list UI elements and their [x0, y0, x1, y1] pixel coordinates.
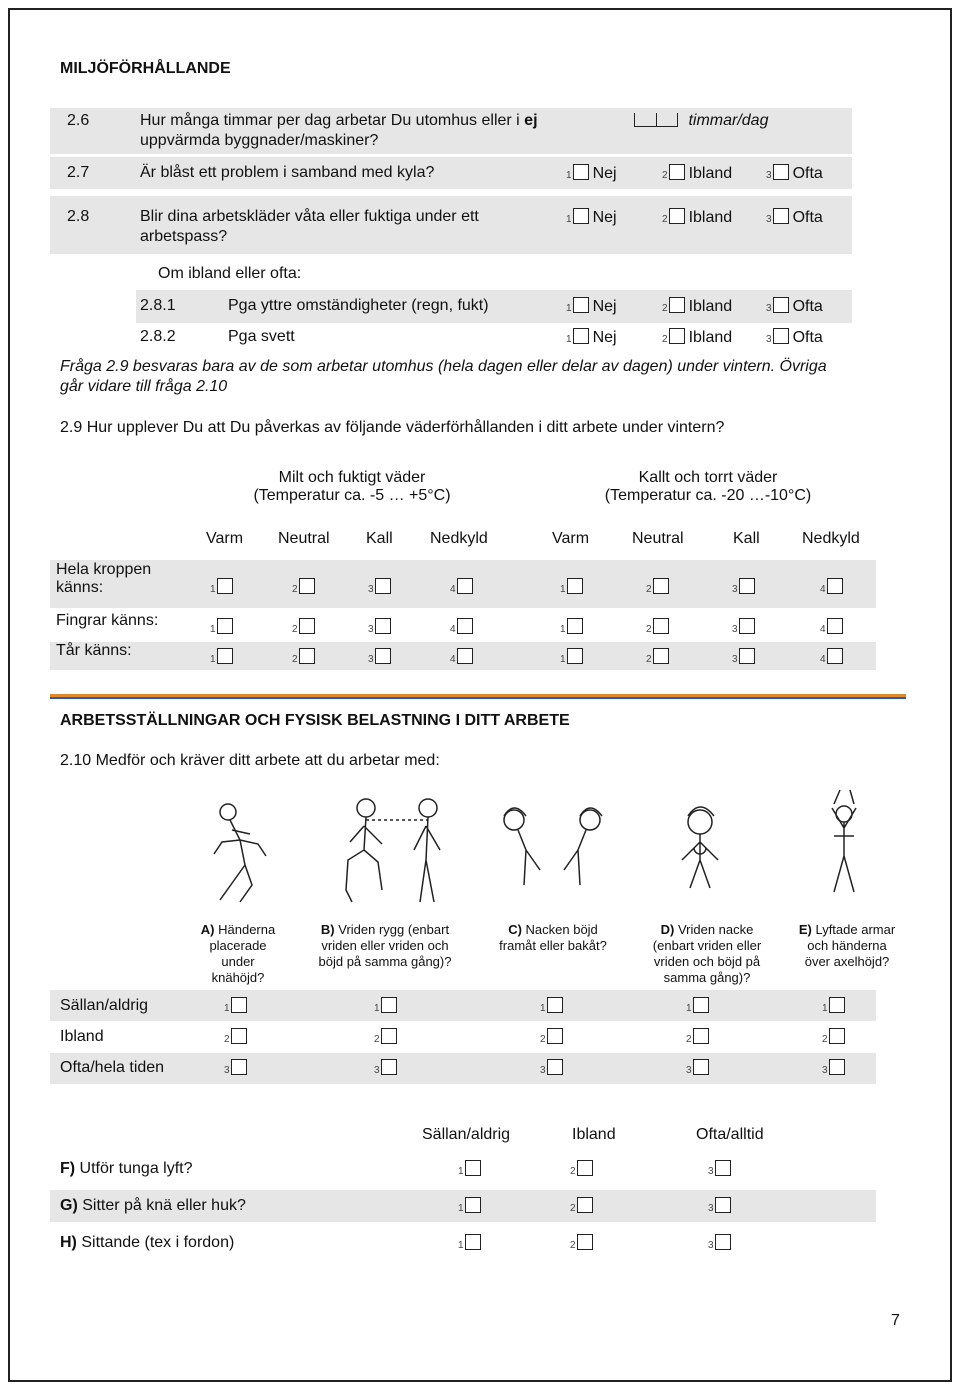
weather-option-r0-c0[interactable]: [210, 578, 233, 597]
checkbox[interactable]: [829, 1059, 845, 1075]
posture-label-line: samma gång)?: [663, 970, 751, 985]
posture-text: Vriden nacke: [674, 922, 754, 937]
posture-text: Lyftade armar: [811, 922, 896, 937]
option-number: 2: [292, 654, 298, 665]
weather-option-r0-c3[interactable]: [450, 578, 473, 597]
option-number: 2: [646, 654, 652, 665]
column-header-7: Nedkyld: [802, 530, 860, 547]
checkbox[interactable]: [457, 648, 473, 664]
posture-label-line: [310, 922, 460, 938]
option-number: 1: [210, 654, 216, 665]
option-number: 1: [458, 1166, 464, 1177]
posture-option-r1-c0[interactable]: [224, 1028, 247, 1047]
weather-option-r2-c0[interactable]: [210, 648, 233, 667]
row-shade-rarely: [50, 990, 876, 1021]
question-text: Blir dina arbetskläder våta eller fuktiga under ett: [140, 208, 479, 225]
option-ibland[interactable]: 2 Ibland: [662, 165, 733, 182]
option-number: 4: [820, 584, 826, 595]
option-number: 1: [458, 1240, 464, 1251]
question-number: 2.8.1: [140, 297, 176, 314]
checkbox[interactable]: [827, 578, 843, 594]
checkbox[interactable]: [829, 997, 845, 1013]
option-number: 3: [374, 1065, 380, 1076]
frequency-label-1: Ibland: [60, 1028, 104, 1045]
posture-label-line: knähöjd?: [211, 970, 265, 985]
checkbox[interactable]: [567, 618, 583, 634]
figure-hands-below-knee: [200, 790, 280, 910]
checkbox[interactable]: [739, 648, 755, 664]
option-number: 4: [450, 584, 456, 595]
checkbox[interactable]: [547, 1028, 563, 1044]
group-title: Kallt och torrt väder: [638, 469, 778, 486]
option-number: 2: [540, 1034, 546, 1045]
checkbox[interactable]: [465, 1197, 481, 1213]
checkbox[interactable]: [299, 648, 315, 664]
checkbox[interactable]: [773, 208, 789, 224]
checkbox[interactable]: [573, 297, 589, 313]
checkbox[interactable]: [577, 1234, 593, 1250]
weather-option-r2-c4[interactable]: [560, 648, 583, 667]
option-number: 2: [646, 584, 652, 595]
option-number: 3: [686, 1065, 692, 1076]
checkbox[interactable]: [465, 1160, 481, 1176]
checkbox[interactable]: [375, 618, 391, 634]
posture-label-4: [782, 922, 912, 970]
posture-letter: A): [200, 922, 215, 937]
weather-option-r2-c7[interactable]: [820, 648, 843, 667]
question-text: 2.10 Medför och kräver ditt arbete att du arbetar med:: [60, 752, 440, 769]
posture-option-r1-c1[interactable]: [374, 1028, 397, 1047]
checkbox[interactable]: [715, 1197, 731, 1213]
weather-option-r0-c2[interactable]: [368, 578, 391, 597]
frequency-label-2: Ofta/hela tiden: [60, 1059, 165, 1076]
checkbox[interactable]: [653, 648, 669, 664]
weather-option-r0-c4[interactable]: [560, 578, 583, 597]
option-number: 3: [708, 1203, 714, 1214]
question-text: Är blåst ett problem i samband med kyla?: [140, 164, 435, 181]
posture-label-line: (enbart vriden eller: [652, 938, 762, 953]
posture-letter: D): [660, 922, 675, 937]
weather-option-r1-c5[interactable]: [646, 618, 669, 637]
option-number: 3: [732, 654, 738, 665]
checkbox[interactable]: [669, 297, 685, 313]
checkbox[interactable]: [773, 297, 789, 313]
weather-option-r2-c3[interactable]: [450, 648, 473, 667]
checkbox[interactable]: [739, 578, 755, 594]
checkbox[interactable]: [577, 1197, 593, 1213]
figure-neck-bent: [490, 790, 620, 890]
checkbox[interactable]: [231, 1028, 247, 1044]
checkbox[interactable]: [457, 618, 473, 634]
option-number: 3: [732, 584, 738, 595]
item-letter: G): [60, 1197, 78, 1214]
weather-option-r0-c1[interactable]: [292, 578, 315, 597]
checkbox[interactable]: [669, 164, 685, 180]
posture-label-line: placerade: [209, 938, 267, 953]
column-header: Ibland: [572, 1126, 616, 1143]
question-number: 2.8.2: [140, 328, 176, 345]
weather-option-r1-c0[interactable]: [210, 618, 233, 637]
checkbox[interactable]: [217, 618, 233, 634]
checkbox[interactable]: [231, 1059, 247, 1075]
question-text: Hur många timmar per dag arbetar Du utomhus eller i ej: [140, 112, 538, 129]
weather-option-r1-c7[interactable]: [820, 618, 843, 637]
posture-label-line: [188, 922, 288, 938]
question-text: Pga yttre omständigheter (regn, fukt): [228, 297, 489, 314]
option-number: 1: [374, 1003, 380, 1014]
option-ofta[interactable]: 3 Ofta: [766, 298, 823, 315]
option-number: 3: [224, 1065, 230, 1076]
weather-option-r0-c7[interactable]: [820, 578, 843, 597]
option-number: 1: [822, 1003, 828, 1014]
option-ibland[interactable]: 2 Ibland: [662, 209, 733, 226]
item-text: Sittande (tex i fordon): [76, 1234, 235, 1251]
posture-option-r1-c3[interactable]: [686, 1028, 709, 1047]
option-number: 4: [450, 654, 456, 665]
section-heading-posture: ARBETSSTÄLLNINGAR OCH FYSISK BELASTNING I DITT ARBETE: [60, 712, 570, 729]
fgh-option-r0-c0[interactable]: [458, 1160, 481, 1179]
figure-neck-twisted: [660, 790, 740, 890]
checkbox[interactable]: [829, 1028, 845, 1044]
column-header-2: Kall: [366, 530, 393, 547]
answer-digit-box[interactable]: [656, 113, 678, 127]
option-number: 1: [224, 1003, 230, 1014]
posture-option-r0-c1[interactable]: [374, 997, 397, 1016]
checkbox[interactable]: [693, 1028, 709, 1044]
option-number: 2: [224, 1034, 230, 1045]
option-number: 1: [210, 584, 216, 595]
posture-option-r1-c4[interactable]: [822, 1028, 845, 1047]
group-subtitle: (Temperatur ca. -5 … +5°C): [253, 487, 451, 504]
group-title: Milt och fuktigt väder: [278, 469, 426, 486]
posture-option-r2-c3[interactable]: [686, 1059, 709, 1078]
option-number: 2: [570, 1166, 576, 1177]
checkbox[interactable]: [827, 618, 843, 634]
checkbox[interactable]: [827, 648, 843, 664]
row-label-body: Hela kroppen känns:: [56, 561, 152, 596]
option-number: 1: [540, 1003, 546, 1014]
column-header-6: Kall: [733, 530, 760, 547]
fgh-option-r1-c0[interactable]: [458, 1197, 481, 1216]
option-number: 3: [368, 624, 374, 635]
option-ofta[interactable]: 3 Ofta: [766, 165, 823, 182]
posture-label-line: under: [221, 954, 255, 969]
option-number: 3: [708, 1166, 714, 1177]
posture-text: Händerna: [214, 922, 276, 937]
weather-option-r0-c6[interactable]: [732, 578, 755, 597]
posture-label-line: [782, 922, 912, 938]
question-text-cont: arbetspass?: [140, 228, 228, 245]
posture-option-r0-c0[interactable]: [224, 997, 247, 1016]
instruction-note-cont: går vidare till fråga 2.10: [60, 378, 228, 395]
answer-digit-box[interactable]: [634, 113, 656, 127]
checkbox[interactable]: [669, 208, 685, 224]
option-number: 1: [560, 624, 566, 635]
column-header-3: Nedkyld: [430, 530, 488, 547]
checkbox[interactable]: [217, 578, 233, 594]
checkbox[interactable]: [567, 648, 583, 664]
weather-option-r1-c4[interactable]: [560, 618, 583, 637]
checkbox[interactable]: [573, 164, 589, 180]
weather-option-r1-c2[interactable]: [368, 618, 391, 637]
column-header: Ofta/alltid: [696, 1126, 764, 1143]
option-number: 2: [292, 584, 298, 595]
posture-letter: B): [320, 922, 335, 937]
checkbox[interactable]: [457, 578, 473, 594]
item-text: Utför tunga lyft?: [75, 1160, 193, 1177]
checkbox[interactable]: [217, 648, 233, 664]
question-text: Pga svett: [228, 328, 295, 345]
item-label-0: [60, 1160, 193, 1178]
posture-option-r0-c2[interactable]: [540, 997, 563, 1016]
posture-text: Vriden rygg (enbart: [334, 922, 450, 937]
option-number: 1: [458, 1203, 464, 1214]
posture-text: Nacken böjd: [521, 922, 598, 937]
fgh-option-r1-c2[interactable]: [708, 1197, 731, 1216]
question-number: 2.7: [67, 164, 90, 181]
posture-option-r1-c2[interactable]: [540, 1028, 563, 1047]
option-number: 2: [646, 624, 652, 635]
instruction-note: Fråga 2.9 besvaras bara av de som arbetar utomhus (hela dagen eller delar av dagen) under vintern. Övriga: [60, 358, 827, 375]
figure-arms-raised: [810, 786, 880, 896]
posture-label-line: vriden eller vriden och: [321, 938, 449, 953]
posture-option-r2-c2[interactable]: [540, 1059, 563, 1078]
row-label-fingers: Fingrar känns:: [56, 612, 159, 629]
page-number: 7: [891, 1312, 900, 1329]
row-shade-often: [50, 1053, 876, 1084]
option-nej[interactable]: 1 Nej: [566, 298, 617, 315]
weather-option-r0-c5[interactable]: [646, 578, 669, 597]
group-subtitle: (Temperatur ca. -20 …-10°C): [604, 487, 812, 504]
option-number: 1: [210, 624, 216, 635]
fgh-option-r0-c2[interactable]: [708, 1160, 731, 1179]
option-number: 2: [686, 1034, 692, 1045]
weather-option-r1-c6[interactable]: [732, 618, 755, 637]
option-number: 3: [540, 1065, 546, 1076]
checkbox[interactable]: [465, 1234, 481, 1250]
column-header-0: Varm: [206, 530, 244, 547]
posture-label-line: vriden och böjd på: [653, 954, 761, 969]
posture-letter: C): [508, 922, 522, 937]
fgh-option-r2-c2[interactable]: [708, 1234, 731, 1253]
frequency-label-0: Sällan/aldrig: [60, 997, 149, 1014]
weather-group-mild: [232, 469, 472, 505]
weather-option-r2-c1[interactable]: [292, 648, 315, 667]
option-nej[interactable]: 1 Nej: [566, 329, 617, 346]
option-number: 1: [686, 1003, 692, 1014]
posture-option-r2-c4[interactable]: [822, 1059, 845, 1078]
option-number: 4: [820, 624, 826, 635]
option-number: 1: [560, 654, 566, 665]
option-ibland[interactable]: 2 Ibland: [662, 298, 733, 315]
option-number: 2: [570, 1203, 576, 1214]
option-number: 4: [820, 654, 826, 665]
weather-group-cold: [588, 469, 828, 505]
checkbox[interactable]: [739, 618, 755, 634]
option-number: 3: [368, 584, 374, 595]
fgh-option-r0-c1[interactable]: [570, 1160, 593, 1179]
column-header-5: Neutral: [632, 530, 684, 547]
item-text: Sitter på knä eller huk?: [77, 1197, 246, 1214]
posture-label-line: och händerna: [807, 938, 887, 953]
posture-label-line: över axelhöjd?: [804, 954, 890, 969]
item-letter: H): [60, 1234, 77, 1251]
posture-option-r0-c3[interactable]: [686, 997, 709, 1016]
option-number: 2: [822, 1034, 828, 1045]
weather-option-r1-c1[interactable]: [292, 618, 315, 637]
checkbox[interactable]: [381, 997, 397, 1013]
option-ofta[interactable]: 3 Ofta: [766, 209, 823, 226]
posture-label-0: [188, 922, 288, 986]
item-label-2: [60, 1234, 234, 1252]
option-number: 4: [450, 624, 456, 635]
checkbox[interactable]: [375, 578, 391, 594]
checkbox[interactable]: [669, 328, 685, 344]
checkbox[interactable]: [231, 997, 247, 1013]
column-header-4: Varm: [552, 530, 590, 547]
fgh-option-r2-c1[interactable]: [570, 1234, 593, 1253]
checkbox[interactable]: [773, 164, 789, 180]
checkbox[interactable]: [715, 1160, 731, 1176]
posture-label-3: [632, 922, 782, 986]
weather-option-r2-c2[interactable]: [368, 648, 391, 667]
posture-letter: E): [798, 922, 812, 937]
option-number: 3: [368, 654, 374, 665]
checkbox[interactable]: [693, 997, 709, 1013]
checkbox[interactable]: [773, 328, 789, 344]
posture-option-r2-c0[interactable]: [224, 1059, 247, 1078]
checkbox[interactable]: [653, 618, 669, 634]
question-text-cont: uppvärmda byggnader/maskiner?: [140, 132, 379, 149]
item-letter: F): [60, 1160, 76, 1177]
checkbox[interactable]: [547, 997, 563, 1013]
posture-option-r2-c1[interactable]: [374, 1059, 397, 1078]
weather-option-r2-c6[interactable]: [732, 648, 755, 667]
posture-option-r0-c4[interactable]: [822, 997, 845, 1016]
posture-label-line: [632, 922, 782, 938]
option-number: 3: [708, 1240, 714, 1251]
option-number: 2: [292, 624, 298, 635]
option-ibland[interactable]: 2 Ibland: [662, 329, 733, 346]
checkbox[interactable]: [381, 1028, 397, 1044]
row-label-toes: Tår känns:: [56, 642, 132, 659]
item-label-1: [60, 1197, 246, 1215]
checkbox[interactable]: [299, 578, 315, 594]
unit-label: timmar/dag: [688, 112, 769, 129]
question-number: 2.8: [67, 208, 90, 225]
option-ofta[interactable]: 3 Ofta: [766, 329, 823, 346]
section-divider: [50, 694, 906, 699]
checkbox[interactable]: [299, 618, 315, 634]
checkbox[interactable]: [547, 1059, 563, 1075]
option-number: 1: [560, 584, 566, 595]
hours-answer-field[interactable]: [634, 112, 768, 130]
checkbox[interactable]: [693, 1059, 709, 1075]
option-nej[interactable]: 1 Nej: [566, 209, 617, 226]
checkbox[interactable]: [573, 328, 589, 344]
checkbox[interactable]: [715, 1234, 731, 1250]
figure-twisted-back: [330, 790, 450, 910]
option-number: 3: [732, 624, 738, 635]
fgh-option-r1-c1[interactable]: [570, 1197, 593, 1216]
weather-option-r2-c5[interactable]: [646, 648, 669, 667]
posture-label-line: framåt eller bakåt?: [499, 938, 607, 953]
option-number: 3: [822, 1065, 828, 1076]
subquestion-intro: Om ibland eller ofta:: [158, 265, 302, 282]
question-number: 2.6: [67, 112, 90, 129]
column-header: Sällan/aldrig: [422, 1126, 511, 1143]
checkbox[interactable]: [577, 1160, 593, 1176]
fgh-option-r2-c0[interactable]: [458, 1234, 481, 1253]
column-header-1: Neutral: [278, 530, 330, 547]
section-heading-environment: MILJÖFÖRHÅLLANDE: [60, 60, 231, 77]
checkbox[interactable]: [567, 578, 583, 594]
checkbox[interactable]: [381, 1059, 397, 1075]
weather-option-r1-c3[interactable]: [450, 618, 473, 637]
posture-label-1: [310, 922, 460, 970]
posture-label-line: [478, 922, 628, 938]
checkbox[interactable]: [653, 578, 669, 594]
checkbox[interactable]: [375, 648, 391, 664]
option-number: 2: [374, 1034, 380, 1045]
posture-label-line: böjd på samma gång)?: [318, 954, 452, 969]
option-nej[interactable]: 1 Nej: [566, 165, 617, 182]
question-text: 2.9 Hur upplever Du att Du påverkas av följande väderförhållanden i ditt arbete under vintern?: [60, 419, 725, 436]
option-number: 2: [570, 1240, 576, 1251]
posture-label-2: [478, 922, 628, 954]
checkbox[interactable]: [573, 208, 589, 224]
